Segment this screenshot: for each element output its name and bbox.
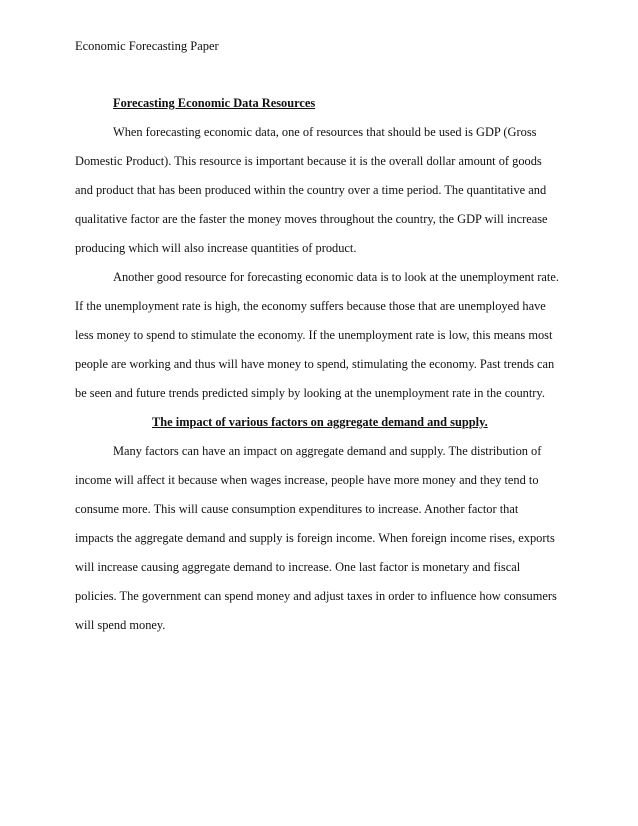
paragraph-line: policies. The government can spend money and adjust taxes in order to influence how consumers bbox=[75, 589, 557, 603]
paragraph-line: impacts the aggregate demand and supply is foreign income. When foreign income rises, exports bbox=[75, 531, 555, 545]
section-heading-aggregate-demand: The impact of various factors on aggregate demand and supply. bbox=[152, 415, 488, 429]
document-body bbox=[75, 92, 565, 643]
paragraph-line: people are working and thus will have money to spend, stimulating the economy. Past trends can bbox=[75, 357, 555, 371]
paragraph-line: will increase causing aggregate demand to increase. One last factor is monetary and fiscal bbox=[75, 560, 521, 574]
paragraph-line: less money to spend to stimulate the economy. If the unemployment rate is low, this means most bbox=[75, 328, 553, 342]
paragraph-line: Another good resource for forecasting economic data is to look at the unemployment rate. bbox=[113, 270, 559, 284]
paragraph-line: Domestic Product). This resource is important because it is the overall dollar amount of goods bbox=[75, 154, 542, 168]
paragraph-line: When forecasting economic data, one of resources that should be used is GDP (Gross bbox=[113, 125, 537, 139]
section-heading-forecasting-resources: Forecasting Economic Data Resources bbox=[113, 96, 316, 110]
paragraph-line: income will affect it because when wages increase, people have more money and they tend to bbox=[75, 473, 539, 487]
paragraph-line: consume more. This will cause consumption expenditures to increase. Another factor that bbox=[75, 502, 519, 516]
running-head: Economic Forecasting Paper bbox=[75, 39, 219, 53]
paragraph-line: be seen and future trends predicted simply by looking at the unemployment rate in the country. bbox=[75, 386, 545, 400]
paragraph-line: Many factors can have an impact on aggregate demand and supply. The distribution of bbox=[113, 444, 542, 458]
paragraph-line: producing which will also increase quantities of product. bbox=[75, 241, 357, 255]
paragraph-line: and product that has been produced within the country over a time period. The quantitative and bbox=[75, 183, 547, 197]
paragraph-line: will spend money. bbox=[75, 618, 166, 632]
paragraph-line: qualitative factor are the faster the money moves throughout the country, the GDP will increase bbox=[75, 212, 548, 226]
paragraph-line: If the unemployment rate is high, the economy suffers because those that are unemployed have bbox=[75, 299, 546, 313]
